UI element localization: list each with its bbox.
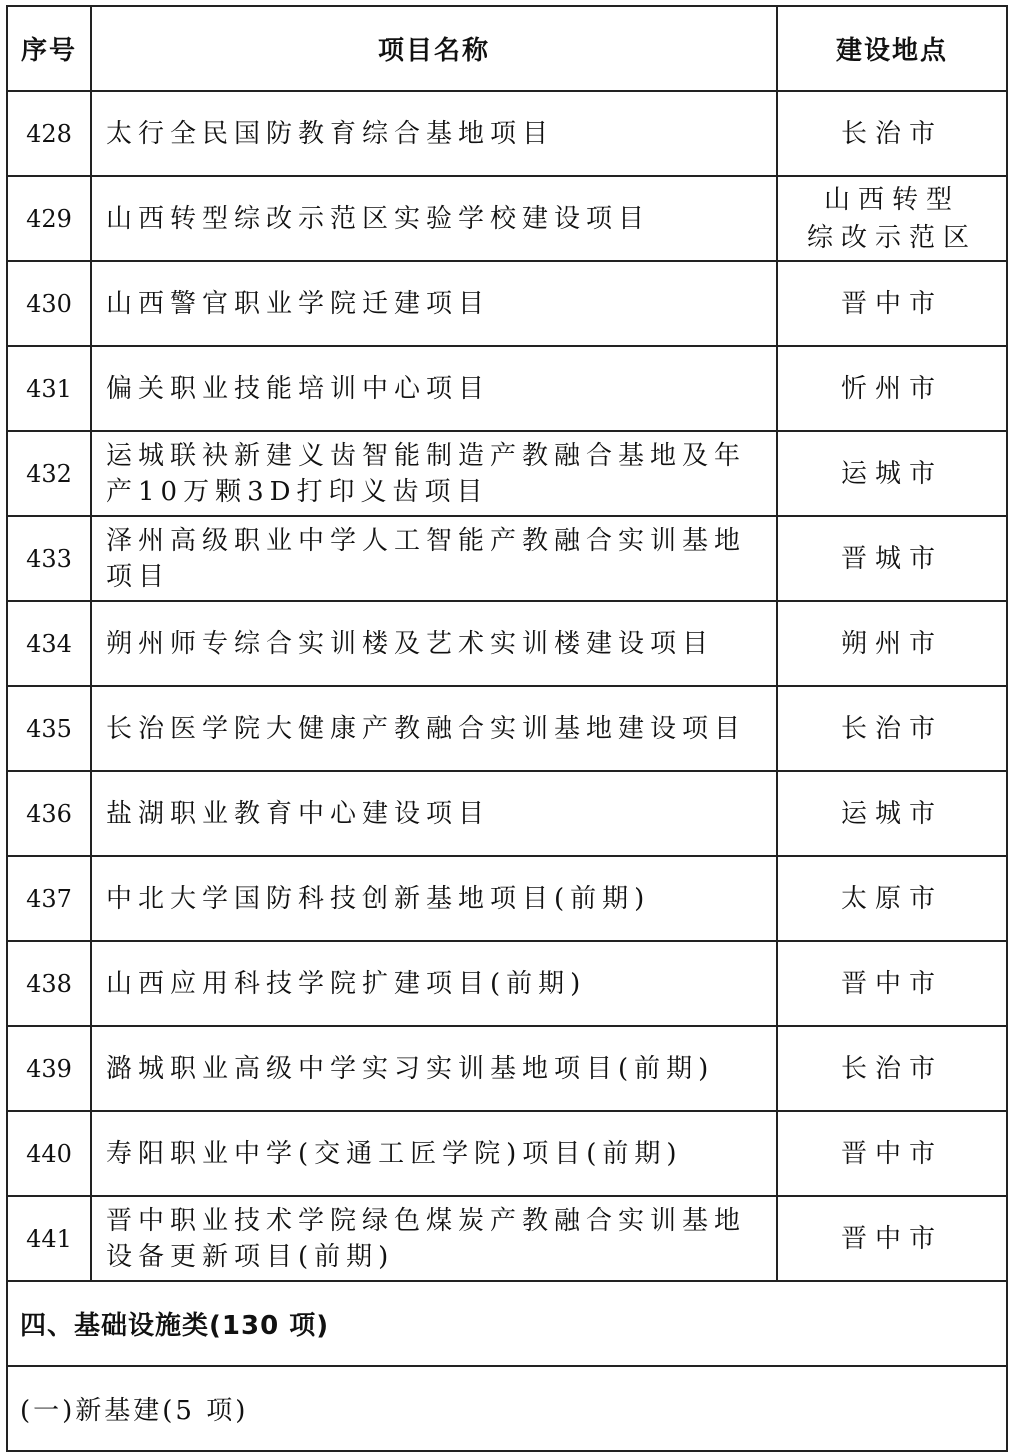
row-num: 439: [7, 1026, 91, 1111]
header-num: 序号: [7, 6, 91, 91]
table-row: [7, 346, 1007, 431]
row-location: 忻州市: [777, 346, 1007, 431]
row-location: 运城市: [777, 431, 1007, 516]
row-name: 山西警官职业学院迁建项目: [91, 261, 777, 346]
row-num: 431: [7, 346, 91, 431]
row-name: 中北大学国防科技创新基地项目(前期): [91, 856, 777, 941]
subsection-title: (一)新基建(5 项): [7, 1366, 1007, 1451]
project-table: [6, 5, 1008, 1452]
row-name: 长治医学院大健康产教融合实训基地建设项目: [91, 686, 777, 771]
header-location: 建设地点: [777, 6, 1007, 91]
row-location: 长治市: [777, 91, 1007, 176]
table-row: [7, 91, 1007, 176]
row-name: 山西转型综改示范区实验学校建设项目: [91, 176, 777, 261]
row-location: 晋中市: [777, 1111, 1007, 1196]
row-num: 434: [7, 601, 91, 686]
row-location: 晋中市: [777, 941, 1007, 1026]
row-num: 430: [7, 261, 91, 346]
row-location: 长治市: [777, 686, 1007, 771]
row-name: 朔州师专综合实训楼及艺术实训楼建设项目: [91, 601, 777, 686]
table-row: [7, 261, 1007, 346]
table-row: [7, 771, 1007, 856]
table-row: [7, 1111, 1007, 1196]
table-header-row: [7, 6, 1007, 91]
table-row: [7, 1196, 1007, 1281]
row-location: 山西转型 综改示范区: [777, 176, 1007, 261]
row-location: 朔州市: [777, 601, 1007, 686]
table-row: [7, 1026, 1007, 1111]
row-location: 晋中市: [777, 1196, 1007, 1281]
row-name: 太行全民国防教育综合基地项目: [91, 91, 777, 176]
row-num: 440: [7, 1111, 91, 1196]
table-row: [7, 176, 1007, 261]
table-row: [7, 516, 1007, 601]
subsection-row: [7, 1366, 1007, 1451]
row-num: 433: [7, 516, 91, 601]
row-location: 运城市: [777, 771, 1007, 856]
row-num: 437: [7, 856, 91, 941]
row-num: 441: [7, 1196, 91, 1281]
row-name: 潞城职业高级中学实习实训基地项目(前期): [91, 1026, 777, 1111]
row-name: 盐湖职业教育中心建设项目: [91, 771, 777, 856]
row-name: 运城联袂新建义齿智能制造产教融合基地及年产10万颗3D打印义齿项目: [91, 431, 777, 516]
row-num: 432: [7, 431, 91, 516]
row-name: 偏关职业技能培训中心项目: [91, 346, 777, 431]
row-name: 寿阳职业中学(交通工匠学院)项目(前期): [91, 1111, 777, 1196]
row-num: 435: [7, 686, 91, 771]
row-location: 晋城市: [777, 516, 1007, 601]
table-row: [7, 601, 1007, 686]
table-row: [7, 686, 1007, 771]
row-name: 泽州高级职业中学人工智能产教融合实训基地项目: [91, 516, 777, 601]
table-row: [7, 856, 1007, 941]
row-num: 428: [7, 91, 91, 176]
row-name: 山西应用科技学院扩建项目(前期): [91, 941, 777, 1026]
row-name: 晋中职业技术学院绿色煤炭产教融合实训基地设备更新项目(前期): [91, 1196, 777, 1281]
section-row: [7, 1281, 1007, 1366]
row-location: 长治市: [777, 1026, 1007, 1111]
row-num: 429: [7, 176, 91, 261]
header-name: 项目名称: [91, 6, 777, 91]
table-row: [7, 431, 1007, 516]
row-location: 晋中市: [777, 261, 1007, 346]
section-title: 四、基础设施类(130 项): [7, 1281, 1007, 1366]
table-row: [7, 941, 1007, 1026]
row-location: 太原市: [777, 856, 1007, 941]
row-num: 438: [7, 941, 91, 1026]
row-num: 436: [7, 771, 91, 856]
